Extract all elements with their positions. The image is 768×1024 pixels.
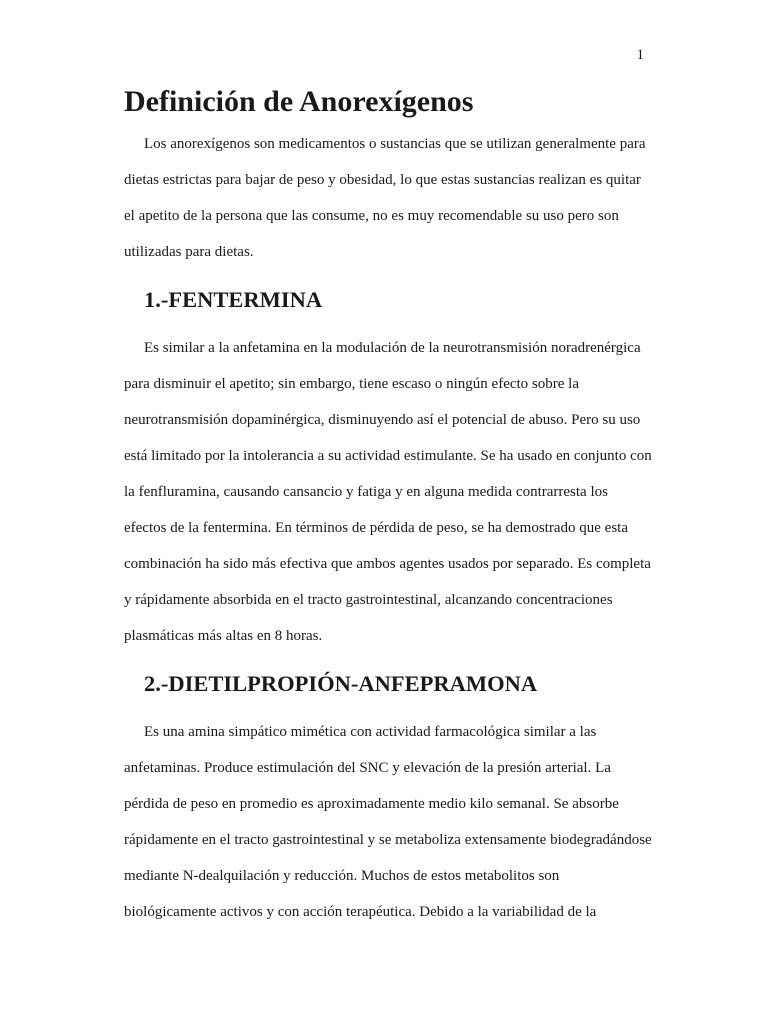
section-body-fentermina: Es similar a la anfetamina en la modulación de la neurotransmisión noradrenérgica para disminuir el apetito; sin embargo, tiene escaso o ningún efecto sobre la neurotransmisión dopaminérgica, disminuyendo así el potencial de abuso. Pero su uso está limitado por la intolerancia a su actividad estimulante. Se ha usado en conjunto con la fenfluramina, causando cansancio y fatiga y en alguna medida contrarresta los efectos de la fentermina. En términos de pérdida de peso, se ha demostrado que esta combinación ha sido más efectiva que ambos agentes usados por separado. Es completa y rápidamente absorbida en el tracto gastrointestinal, alcanzando concentraciones plasmáticas más altas en 8 horas. bbox=[124, 340, 652, 644]
section-heading-dietilpropion: 2.-DIETILPROPIÓN-ANFEPRAMONA bbox=[144, 671, 538, 696]
document-title: Definición de Anorexígenos bbox=[124, 85, 474, 118]
heading-spacer bbox=[124, 318, 654, 330]
paragraph-spacer bbox=[124, 270, 654, 282]
section-heading-fentermina: 1.-FENTERMINA bbox=[144, 287, 323, 312]
page-number: 1 bbox=[636, 47, 644, 63]
document-body bbox=[124, 85, 654, 930]
intro-paragraph: Los anorexígenos son medicamentos o sustancias que se utilizan generalmente para dietas estrictas para bajar de peso y obesidad, lo que estas sustancias realizan es quitar el apetito de la persona que las consume, no es muy recomendable su uso pero son utilizadas para dietas. bbox=[124, 136, 646, 260]
paragraph-spacer bbox=[124, 654, 654, 666]
section-body-dietilpropion: Es una amina simpático mimética con actividad farmacológica similar a las anfetaminas. Produce estimulación del SNC y elevación de la presión arterial. La pérdida de peso en promedio es aproximadamente medio kilo semanal. Se absorbe rápidamente en el tracto gastrointestinal y se metaboliza extensamente biodegradándose mediante N-dealquilación y reducción. Muchos de estos metabolitos son biológicamente activos y con acción terapéutica. Debido a la variabilidad de la bbox=[124, 724, 652, 920]
heading-spacer bbox=[124, 702, 654, 714]
